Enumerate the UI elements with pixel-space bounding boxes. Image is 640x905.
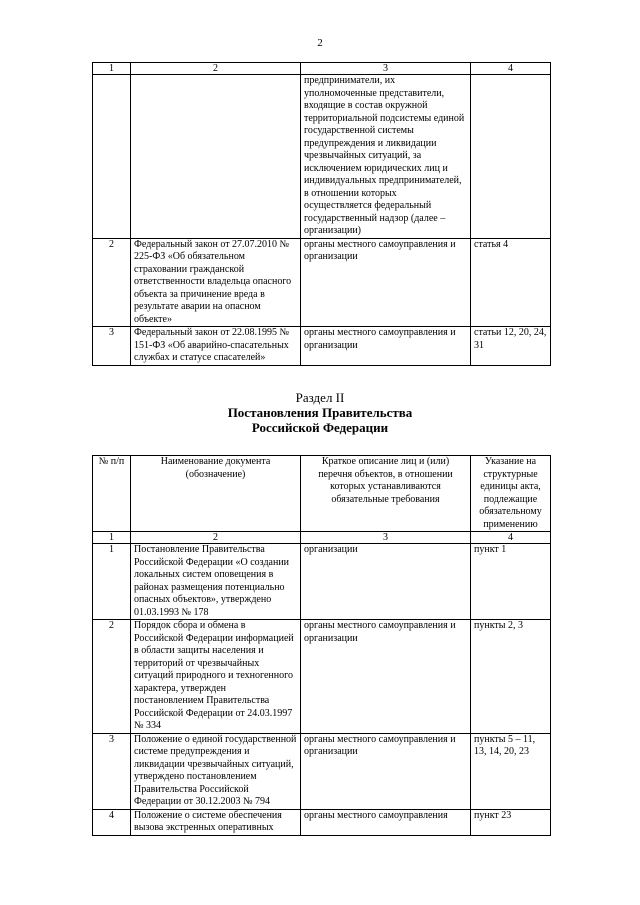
table-row (93, 238, 551, 327)
row-number: 3 (93, 327, 131, 366)
document-name: Порядок сбора и обмена в Российской Федерации информацией в области защиты населения и территорий от чрезвычайных ситуаций природного и техногенного характера, утвержден постановлением Правительства Российской Федерации от 24.03.1997 № 334 (131, 620, 301, 734)
header-document: Наименование документа (обозначение) (131, 456, 301, 532)
subjects-description: органы местного самоуправления и организации (301, 238, 471, 327)
subjects-description: органы местного самоуправления (301, 809, 471, 835)
header-subjects: Краткое описание лиц и (или) перечня объектов, в отношении которых устанавливаются обязательные требования (301, 456, 471, 532)
table-row (93, 733, 551, 809)
structural-units: пункт 1 (471, 544, 551, 620)
document-name: Положение о единой государственной системе предупреждения и ликвидации чрезвычайных ситуаций, утверждено постановлением Правительства Российской Федерации от 30.12.2003 № 794 (131, 733, 301, 809)
structural-units: пункты 5 – 11, 13, 14, 20, 23 (471, 733, 551, 809)
table-row (93, 75, 551, 239)
subjects-description: органы местного самоуправления и организации (301, 733, 471, 809)
subjects-description: организации (301, 544, 471, 620)
subjects-description: предприниматели, их уполномоченные представители, входящие в состав окружной территориальной подсистемы единой государственной системы предупреждения и ликвидации чрезвычайных ситуаций, за исключением юридических лиц и индивидуальных предпринимателей, в отношении которых осуществляется федеральный государственный надзор (далее – организации) (301, 75, 471, 239)
row-number: 1 (93, 544, 131, 620)
column-number: 2 (131, 63, 301, 75)
structural-units: пункты 2, 3 (471, 620, 551, 734)
structural-units (471, 75, 551, 239)
column-number: 1 (93, 63, 131, 75)
document-name: Постановление Правительства Российской Федерации «О создании локальных систем оповещения в районах размещения потенциально опасных объектов», утверждено 01.03.1993 № 178 (131, 544, 301, 620)
subjects-description: органы местного самоуправления и организации (301, 620, 471, 734)
structural-units: статьи 12, 20, 24, 31 (471, 327, 551, 366)
row-number (93, 75, 131, 239)
table-header-row (93, 456, 551, 532)
column-number: 4 (471, 532, 551, 544)
column-number-row (93, 63, 551, 75)
table-row (93, 544, 551, 620)
row-number: 4 (93, 809, 131, 835)
section-title-line-1: Постановления Правительства (227, 405, 413, 420)
section-heading (0, 390, 640, 435)
structural-units: пункт 23 (471, 809, 551, 835)
column-number: 2 (131, 532, 301, 544)
table-row (93, 620, 551, 734)
page-number: 2 (317, 37, 323, 49)
requirements-table-section-2 (92, 455, 551, 836)
subjects-description: органы местного самоуправления и организации (301, 327, 471, 366)
document-name: Федеральный закон от 22.08.1995 № 151-ФЗ «Об аварийно-спасательных службах и статусе спасателей» (131, 327, 301, 366)
document-name (131, 75, 301, 239)
header-num: № п/п (93, 456, 131, 532)
row-number: 2 (93, 620, 131, 734)
document-name: Федеральный закон от 27.07.2010 № 225-ФЗ «Об обязательном страховании гражданской ответственности владельца опасного объекта за причинение вреда в результате аварии на опасном объекте» (131, 238, 301, 327)
column-number-row (93, 532, 551, 544)
column-number: 4 (471, 63, 551, 75)
requirements-table-section-1 (92, 62, 551, 366)
section-number: Раздел II (295, 390, 345, 405)
table-row (93, 327, 551, 366)
row-number: 3 (93, 733, 131, 809)
column-number: 1 (93, 532, 131, 544)
row-number: 2 (93, 238, 131, 327)
section-title-line-2: Российской Федерации (251, 420, 389, 435)
column-number: 3 (301, 532, 471, 544)
document-name: Положение о системе обеспечения вызова экстренных оперативных (131, 809, 301, 835)
column-number: 3 (301, 63, 471, 75)
structural-units: статья 4 (471, 238, 551, 327)
table-row (93, 809, 551, 835)
header-units: Указание на структурные единицы акта, подлежащие обязательному применению (471, 456, 551, 532)
